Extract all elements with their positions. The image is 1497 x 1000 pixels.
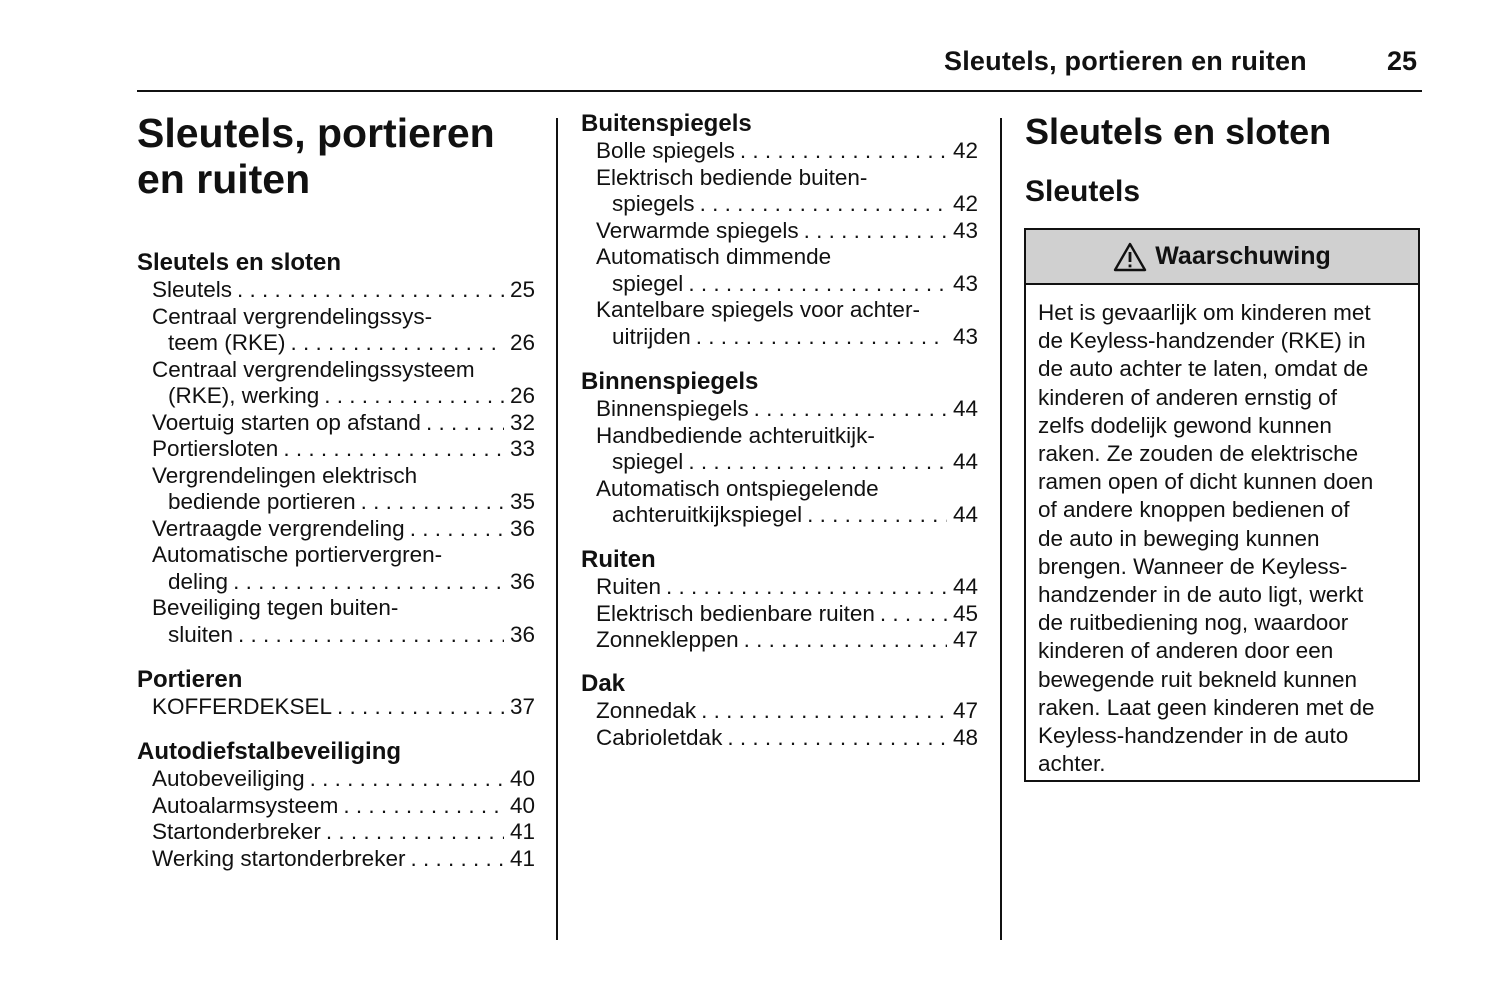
toc-leader-dots [695, 191, 947, 218]
toc-leader-dots [802, 502, 947, 529]
toc-page-number: 40 [509, 766, 535, 791]
toc-entry-text: uitrijden [612, 323, 691, 349]
toc-leader-dots [683, 449, 947, 476]
toc-page-number: 26 [509, 383, 535, 408]
toc-entry-text: Voertuig starten op afstand [152, 409, 421, 435]
subsection-title: Sleutels [1025, 175, 1141, 208]
toc-entry-text: Zonnekleppen [596, 627, 739, 652]
warning-text-line: zelfs dodelijk gewond kunnen [1038, 412, 1332, 438]
toc-entry-text: spiegels [612, 191, 695, 216]
toc-entry[interactable] [137, 819, 535, 846]
toc-entry-text: sluiten [168, 621, 234, 647]
toc-entry[interactable] [581, 423, 978, 476]
toc-entry-text: achteruitkijkspiegel [612, 502, 803, 527]
toc-page-number: 40 [509, 792, 535, 818]
toc-entry-text: Centraal vergrendelingssysteem [152, 356, 475, 382]
toc-entry-text: Startonderbreker [152, 819, 321, 844]
toc-section-heading: Ruiten [581, 546, 656, 573]
toc-page-number: 36 [509, 515, 535, 541]
toc-page-number: 33 [509, 436, 535, 461]
toc-entry[interactable] [137, 277, 535, 304]
toc-entry[interactable] [581, 725, 978, 752]
toc-page-number: 48 [952, 724, 978, 750]
toc-entry-text: Autobeveiliging [152, 766, 305, 791]
header-divider [137, 90, 1422, 92]
toc-entry[interactable] [581, 627, 978, 654]
toc-entry-text: Zonnedak [596, 698, 697, 723]
toc-leader-dots [405, 516, 504, 543]
toc-entry[interactable] [137, 542, 535, 595]
toc-leader-dots [749, 396, 947, 423]
column-divider-1 [556, 118, 558, 940]
toc-section-heading: Binnenspiegels [581, 368, 759, 395]
toc-entry-text: Bolle spiegels [596, 138, 735, 163]
toc-page-number: 36 [509, 568, 535, 594]
toc-leader-dots [278, 436, 504, 463]
toc-entry-text: Automatisch ontspiegelende [596, 475, 879, 501]
chapter-title-line-1: Sleutels, portieren [137, 110, 495, 156]
toc-leader-dots [691, 324, 947, 351]
warning-text-line: of andere knoppen bedienen of [1038, 497, 1350, 523]
toc-leader-dots [799, 218, 947, 245]
toc-page-number: 41 [509, 819, 535, 844]
toc-leader-dots [683, 271, 947, 298]
toc-entry-text: Automatische portiervergren- [152, 542, 443, 567]
section-title: Sleutels en sloten [1025, 111, 1332, 152]
toc-leader-dots [722, 725, 947, 752]
toc-leader-dots [356, 489, 504, 516]
toc-entry-text: Beveiliging tegen buiten- [152, 595, 399, 620]
toc-entry[interactable] [137, 436, 535, 463]
toc-entry[interactable] [137, 357, 535, 410]
warning-text-line: kinderen of anderen ernstig of [1038, 384, 1337, 410]
toc-section [137, 738, 535, 872]
toc-section-heading: Buitenspiegels [581, 110, 752, 137]
toc-entry-text: Portiersloten [152, 436, 279, 461]
toc-leader-dots [286, 330, 504, 357]
toc-leader-dots [875, 601, 947, 628]
toc-section-heading: Sleutels en sloten [137, 249, 342, 276]
toc-entry[interactable] [137, 516, 535, 543]
running-header-title: Sleutels, portieren en ruiten [944, 46, 1307, 76]
toc-entry[interactable] [581, 698, 978, 725]
warning-text-line: ramen open of dicht kunnen doen [1038, 469, 1374, 495]
toc-entry-text: bediende portieren [168, 489, 356, 514]
toc-page-number: 26 [509, 330, 535, 355]
toc-section [137, 249, 535, 648]
toc-page-number: 44 [952, 396, 978, 421]
toc-entry[interactable] [137, 410, 535, 437]
warning-header [1026, 230, 1418, 285]
toc-section [581, 368, 978, 529]
warning-text-line: achter. [1038, 751, 1106, 777]
toc-entry-text: Centraal vergrendelingssys- [152, 303, 433, 329]
toc-entry-text: Autoalarmsysteem [152, 792, 339, 818]
warning-text-line: bewegende ruit bekneld kunnen [1038, 666, 1357, 692]
toc-entry[interactable] [137, 304, 535, 357]
toc-leader-dots [305, 766, 504, 793]
toc-entry[interactable] [581, 138, 978, 165]
toc-leader-dots [338, 793, 504, 820]
toc-entry[interactable] [581, 476, 978, 529]
toc-leader-dots [739, 627, 947, 654]
toc-page-number: 37 [509, 694, 535, 719]
toc-page-number: 43 [952, 323, 978, 349]
toc-entry-text: Ruiten [596, 574, 662, 599]
toc-section [581, 110, 978, 350]
toc-leader-dots [696, 698, 947, 725]
warning-text-line: de Keyless-handzender (RKE) in [1038, 328, 1366, 354]
toc-page-number: 44 [952, 574, 978, 599]
toc-page-number: 45 [952, 600, 978, 626]
toc-leader-dots [321, 819, 504, 846]
toc-entry-text: Elektrisch bediende buiten- [596, 164, 868, 190]
toc-entry-text: teem (RKE) [168, 330, 286, 355]
toc-entry-text: Kantelbare spiegels voor achter- [596, 297, 920, 322]
toc-entry-text: Sleutels [152, 277, 233, 302]
toc-page-number: 44 [952, 502, 978, 527]
toc-entry-text: Binnenspiegels [596, 396, 749, 421]
toc-section-heading: Dak [581, 670, 626, 697]
toc-entry[interactable] [137, 846, 535, 873]
chapter-title [137, 110, 495, 202]
warning-text-line: de auto in beweging kunnen [1038, 525, 1320, 551]
toc-section [581, 670, 978, 751]
toc-entry[interactable] [137, 463, 535, 516]
toc-page-number: 47 [952, 698, 978, 723]
toc-section [137, 666, 535, 721]
toc-entry-text: Automatisch dimmende [596, 244, 832, 269]
toc-leader-dots [319, 383, 504, 410]
toc-entry[interactable] [581, 244, 978, 297]
toc-entry[interactable] [581, 574, 978, 601]
toc-leader-dots [661, 574, 947, 601]
toc-entry[interactable] [137, 595, 535, 648]
toc-leader-dots [735, 138, 947, 165]
toc-entry-text: Elektrisch bedienbare ruiten [596, 600, 875, 626]
toc-section-heading: Portieren [137, 666, 243, 693]
warning-text-line: kinderen of anderen door een [1038, 638, 1334, 664]
toc-entry-text: Cabrioletdak [596, 724, 723, 750]
warning-text [1026, 285, 1418, 778]
toc-page-number: 47 [952, 627, 978, 652]
warning-text-line: Keyless-handzender in de auto [1038, 723, 1349, 749]
toc-entry-text: Handbediende achteruitkijk- [596, 422, 875, 448]
toc-entry-text: Vertraagde vergrendeling [152, 515, 405, 541]
toc-page-number: 42 [952, 191, 978, 216]
toc-entry-text: (RKE), werking [168, 383, 320, 408]
toc-entry[interactable] [581, 396, 978, 423]
warning-text-line: raken. Laat geen kinderen met de [1038, 694, 1375, 720]
toc-page-number: 41 [509, 845, 535, 871]
toc-leader-dots [232, 277, 504, 304]
toc-entry-text: spiegel [612, 449, 684, 474]
warning-triangle-icon [1113, 242, 1147, 272]
toc-entry-text: spiegel [612, 270, 684, 296]
toc-entry[interactable] [581, 165, 978, 218]
toc-entry[interactable] [137, 694, 535, 721]
warning-text-line: de auto achter te laten, omdat de [1038, 356, 1369, 382]
toc-entry-text: Vergrendelingen elektrisch [152, 462, 418, 488]
toc-entry-text: deling [168, 568, 229, 594]
column-divider-2 [1000, 118, 1002, 940]
toc-page-number: 44 [952, 449, 978, 474]
warning-text-line: de ruitbediening nog, waardoor [1038, 610, 1349, 636]
toc-leader-dots [233, 622, 504, 649]
toc-page-number: 32 [509, 409, 535, 435]
toc-page-number: 42 [952, 138, 978, 163]
toc-page-number: 43 [952, 270, 978, 296]
toc-leader-dots [421, 410, 504, 437]
toc-entry[interactable] [137, 766, 535, 793]
warning-label: Waarschuwing [1155, 242, 1331, 270]
toc-page-number: 35 [509, 489, 535, 514]
toc-entry[interactable] [581, 218, 978, 245]
warning-text-line: brengen. Wanneer de Keyless- [1038, 553, 1348, 579]
toc-page-number: 25 [509, 277, 535, 302]
warning-text-line: Het is gevaarlijk om kinderen met [1038, 300, 1371, 325]
warning-text-line: handzender in de auto ligt, werkt [1038, 582, 1364, 608]
warning-box [1024, 228, 1420, 782]
toc-entry-text: Werking startonderbreker [152, 845, 406, 871]
toc-leader-dots [332, 694, 504, 721]
page-number: 25 [1387, 46, 1418, 76]
toc-leader-dots [228, 569, 504, 596]
toc-leader-dots [405, 846, 504, 873]
toc-section-heading: Autodiefstalbeveiliging [137, 738, 402, 765]
warning-text-line: raken. Ze zouden de elektrische [1038, 441, 1359, 467]
toc-page-number: 36 [509, 621, 535, 647]
toc-entry[interactable] [581, 601, 978, 628]
toc-entry[interactable] [581, 297, 978, 350]
toc-page-number: 43 [952, 217, 978, 243]
toc-section [581, 546, 978, 654]
toc-entry[interactable] [137, 793, 535, 820]
toc-entry-text: KOFFERDEKSEL [152, 694, 333, 719]
chapter-title-line-2: en ruiten [137, 156, 311, 202]
toc-entry-text: Verwarmde spiegels [596, 217, 799, 243]
